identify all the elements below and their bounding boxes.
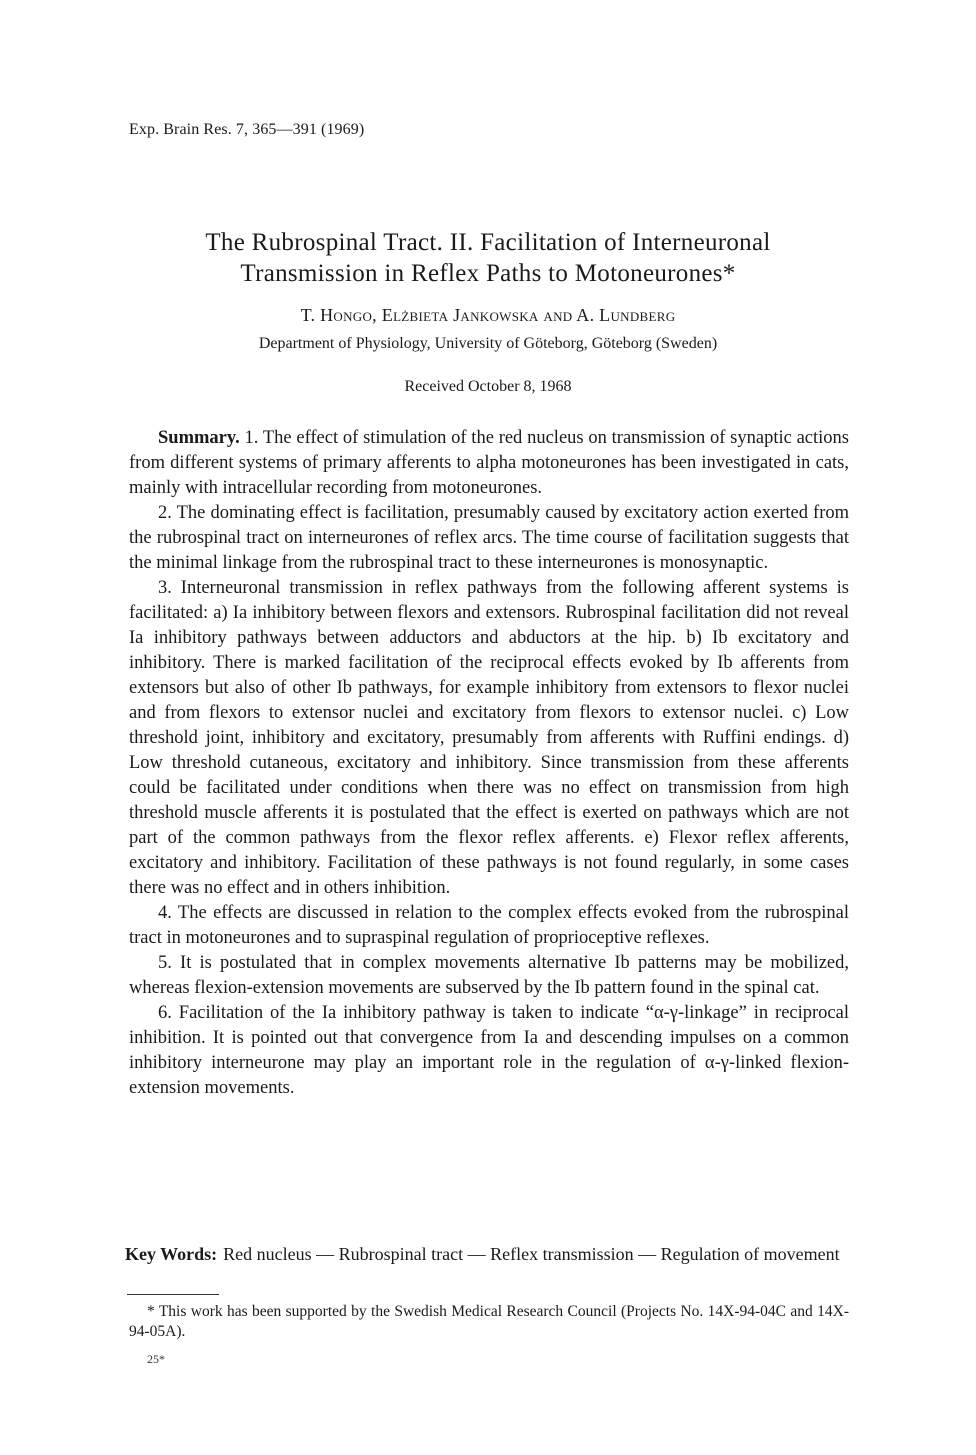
journal-citation: Exp. Brain Res. 7, 365—391 (1969) <box>129 121 365 138</box>
summary-paragraph-1: Summary. 1. The effect of stimulation of the red nucleus on transmission of synaptic actions from different systems of primary afferents to alpha motoneurones has been investigated in cats, mainly with intracellular recording from motoneurones. <box>129 428 849 498</box>
keywords-label: Key Words: <box>125 1244 218 1264</box>
summary-paragraph-6: 6. Facilitation of the Ia inhibitory pathway is taken to indicate “α-γ-linkage” in reciprocal inhibition. It is pointed out that convergence from Ia and descending impulses on a common inhibitory interneurone may play an important role in the regulation of α-γ-linked flexion-extension movements. <box>129 1003 849 1098</box>
page-signature-mark: 25* <box>147 1352 165 1366</box>
article-title <box>120 227 856 289</box>
title-line-2: Transmission in Reflex Paths to Motoneurones* <box>240 260 736 287</box>
summary-label: Summary. <box>158 428 240 448</box>
received-date: Received October 8, 1968 <box>404 378 572 395</box>
affiliation: Department of Physiology, University of Göteborg, Göteborg (Sweden) <box>258 335 718 352</box>
keywords <box>125 1242 849 1266</box>
footnote-divider <box>127 1294 219 1295</box>
summary-paragraph-3: 3. Interneuronal transmission in reflex pathways from the following afferent systems is facilitated: a) Ia inhibitory between flexors and extensors. Rubrospinal facilitation did not reveal Ia inhibitory pathways between adductors and abductors at the hip. b) Ib excitatory and inhibitory. There is marked facilitation of the reciprocal effects evoked by Ib afferents from extensors but also of other Ib pathways, for example inhibitory from extensors to flexor nuclei and from flexors to extensor nuclei and excitatory from flexors to extensor nuclei. c) Low threshold joint, inhibitory and excitatory, presumably from afferents with Ruffini endings. d) Low threshold cutaneous, excitatory and inhibitory. Since transmission from these afferents could be facilitated under conditions when there was no effect on transmission from high threshold muscle afferents it is postulated that the effect is exerted on pathways which are not part of the common pathways from the flexor reflex afferents. e) Flexor reflex afferents, excitatory and inhibitory. Facilitation of these pathways is not found regularly, in some cases there was no effect and in others inhibition. <box>129 578 849 898</box>
title-line-1: The Rubrospinal Tract. II. Facilitation of Interneuronal <box>205 229 771 256</box>
summary-paragraph-5: 5. It is postulated that in complex movements alternative Ib patterns may be mobilized, whereas flexion-extension movements are subserved by the Ib pattern found in the spinal cat. <box>129 953 849 998</box>
author-list: T. Hongo, Elżbieta Jankowska and A. Lundberg <box>300 305 676 325</box>
summary-paragraph-4: 4. The effects are discussed in relation to the complex effects evoked from the rubrospinal tract in motoneurones and to supraspinal regulation of proprioceptive reflexes. <box>129 903 849 948</box>
footnote <box>129 1302 849 1342</box>
footnote-text: * This work has been supported by the Swedish Medical Research Council (Projects No. 14X-94-04C and 14X-94-05A). <box>129 1303 849 1340</box>
summary-paragraph-2: 2. The dominating effect is facilitation, presumably caused by excitatory action exerted from the rubrospinal tract on interneurones of reflex arcs. The time course of facilitation suggests that the minimal linkage from the rubrospinal tract to these interneurones is monosynaptic. <box>129 503 849 573</box>
summary-section <box>129 426 849 1101</box>
keywords-text: Red nucleus — Rubrospinal tract — Reflex transmission — Regulation of movement <box>223 1244 840 1264</box>
